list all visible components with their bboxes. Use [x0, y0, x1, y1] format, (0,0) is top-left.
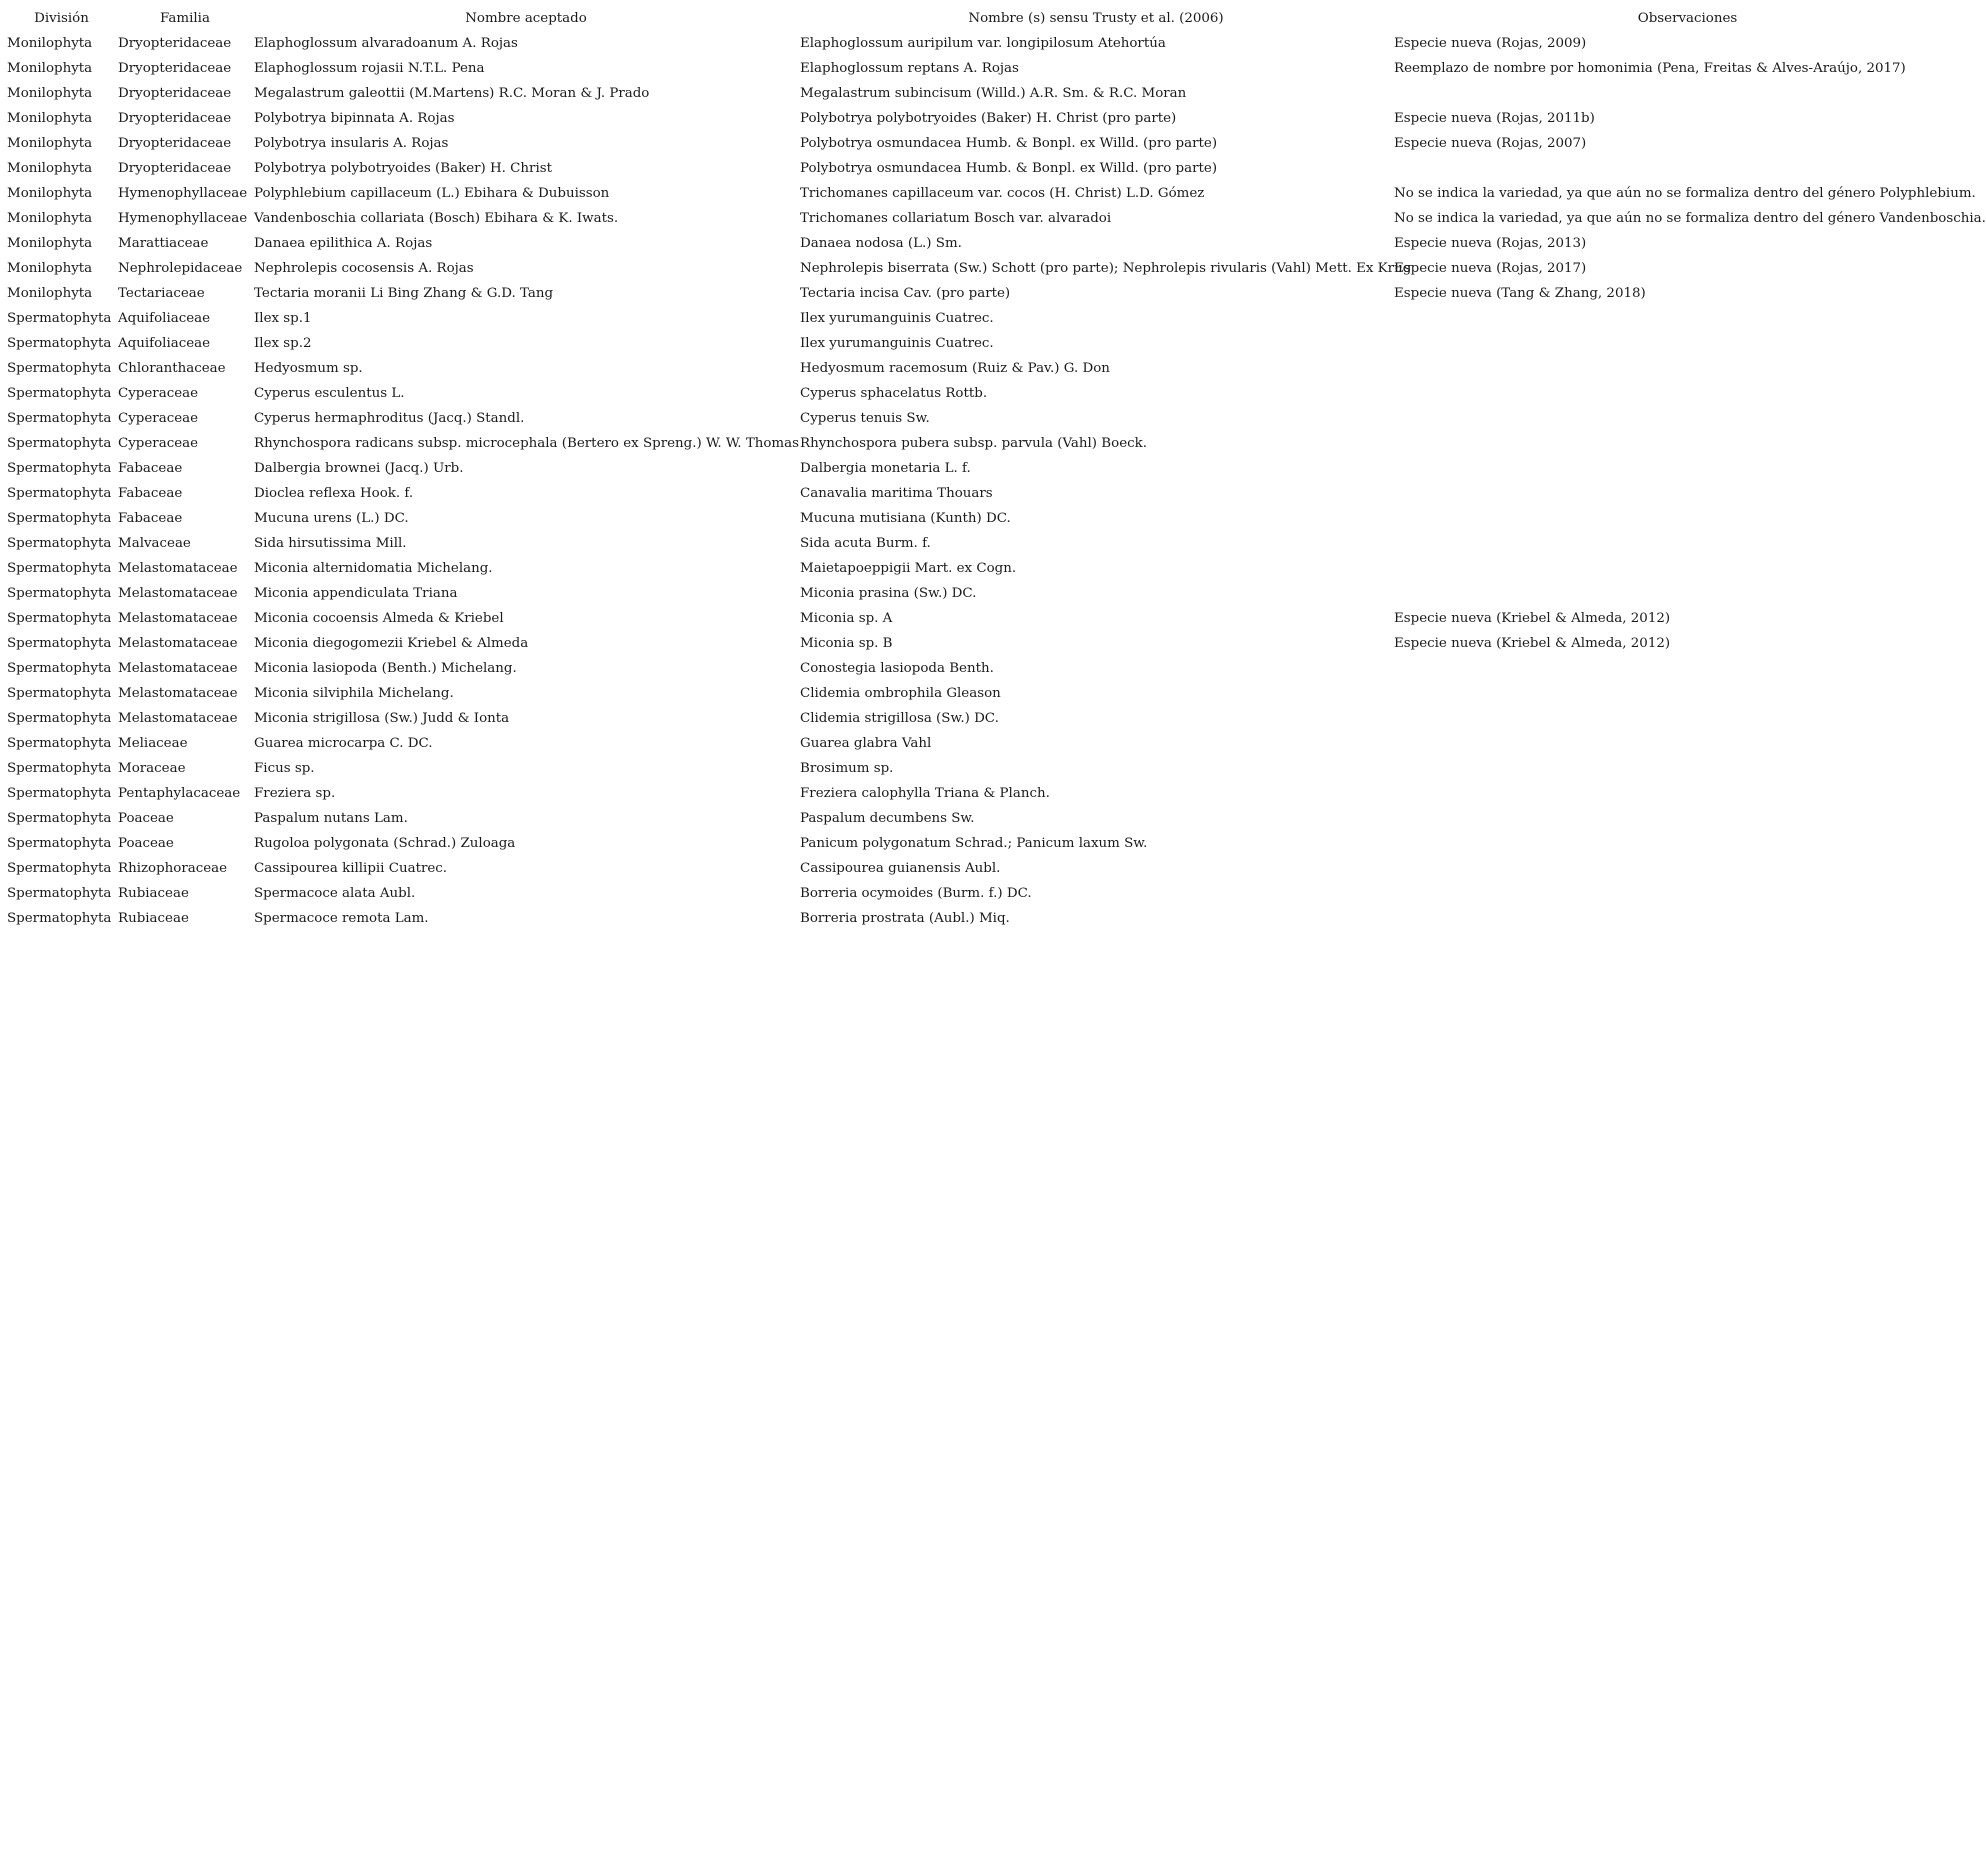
cell-nombre-sensu-trusty[interactable]: Tectaria incisa Cav. (pro parte) — [800, 286, 1011, 301]
cell-observaciones[interactable] — [1392, 681, 1981, 706]
cell-division[interactable]: Spermatophyta — [7, 661, 112, 676]
table-row — [5, 381, 1981, 406]
cell-familia[interactable]: Dryopteridaceae — [118, 136, 232, 151]
cell-familia[interactable]: Malvaceae — [118, 536, 191, 551]
cell-observaciones[interactable] — [1392, 156, 1981, 181]
table-row — [5, 806, 1981, 831]
cell-nombre-sensu-trusty[interactable]: Elaphoglossum reptans A. Rojas — [800, 61, 1019, 76]
cell-division[interactable]: Spermatophyta — [7, 611, 112, 626]
cell-familia[interactable]: Pentaphylacaceae — [118, 786, 241, 801]
cell-nombre-sensu-trusty[interactable]: Cassipourea guianensis Aubl. — [800, 861, 1001, 876]
cell-nombre-sensu-trusty[interactable]: Miconia prasina (Sw.) DC. — [800, 586, 977, 601]
cell-observaciones[interactable]: Especie nueva (Tang & Zhang, 2018) — [1394, 286, 1646, 301]
cell-division[interactable]: Spermatophyta — [7, 411, 112, 426]
cell-nombre-sensu-trusty[interactable]: Polybotrya polybotryoides (Baker) H. Christ (pro parte) — [800, 111, 1177, 126]
table-row — [5, 31, 1981, 56]
cell-nombre-aceptado[interactable]: Ilex sp.1 — [254, 311, 312, 326]
cell-division[interactable]: Monilophyta — [7, 211, 93, 226]
cell-nombre-sensu-trusty[interactable]: Elaphoglossum auripilum var. longipilosum Atehortúa — [800, 36, 1166, 51]
table-row — [5, 781, 1981, 806]
header-nombre-sensu-trusty[interactable]: Nombre (s) sensu Trusty et al. (2006) — [968, 11, 1224, 26]
cell-nombre-sensu-trusty[interactable]: Borreria ocymoides (Burm. f.) DC. — [800, 886, 1032, 901]
cell-familia[interactable]: Marattiaceae — [118, 236, 209, 251]
cell-observaciones[interactable] — [1392, 756, 1981, 781]
table-row — [5, 131, 1981, 156]
cell-nombre-aceptado[interactable]: Dalbergia brownei (Jacq.) Urb. — [254, 461, 464, 476]
cell-division[interactable]: Spermatophyta — [7, 436, 112, 451]
cell-division[interactable]: Spermatophyta — [7, 461, 112, 476]
cell-familia[interactable]: Fabaceae — [118, 486, 183, 501]
cell-nombre-sensu-trusty[interactable]: Miconia sp. A — [800, 611, 893, 626]
cell-observaciones[interactable]: Especie nueva (Rojas, 2013) — [1394, 236, 1587, 251]
cell-observaciones[interactable] — [1392, 381, 1981, 406]
cell-division[interactable]: Spermatophyta — [7, 361, 112, 376]
cell-nombre-aceptado[interactable]: Sida hirsutissima Mill. — [254, 536, 407, 551]
table-row — [5, 906, 1981, 931]
cell-familia[interactable]: Hymenophyllaceae — [118, 186, 248, 201]
cell-familia[interactable]: Dryopteridaceae — [118, 36, 232, 51]
cell-observaciones[interactable] — [1392, 731, 1981, 756]
cell-nombre-sensu-trusty[interactable]: Sida acuta Burm. f. — [800, 536, 931, 551]
cell-familia[interactable]: Fabaceae — [118, 511, 183, 526]
cell-familia[interactable]: Dryopteridaceae — [118, 86, 232, 101]
table-row — [5, 731, 1981, 756]
cell-division[interactable]: Monilophyta — [7, 136, 93, 151]
cell-division[interactable]: Spermatophyta — [7, 761, 112, 776]
cell-familia[interactable]: Nephrolepidaceae — [118, 261, 243, 276]
cell-nombre-aceptado[interactable]: Freziera sp. — [254, 786, 336, 801]
table-row — [5, 881, 1981, 906]
header-nombre-aceptado[interactable]: Nombre aceptado — [465, 11, 587, 26]
cell-nombre-aceptado[interactable]: Ilex sp.2 — [254, 336, 312, 351]
cell-nombre-sensu-trusty[interactable]: Clidemia strigillosa (Sw.) DC. — [800, 711, 999, 726]
cell-nombre-sensu-trusty[interactable]: Paspalum decumbens Sw. — [800, 811, 975, 826]
cell-observaciones[interactable] — [1392, 481, 1981, 506]
cell-familia[interactable]: Rubiaceae — [118, 911, 189, 926]
cell-observaciones[interactable] — [1392, 656, 1981, 681]
cell-nombre-sensu-trusty[interactable]: Hedyosmum racemosum (Ruiz & Pav.) G. Don — [800, 361, 1110, 376]
table-row — [5, 531, 1981, 556]
cell-familia[interactable]: Dryopteridaceae — [118, 111, 232, 126]
header-division[interactable]: División — [34, 11, 89, 26]
cell-division[interactable]: Spermatophyta — [7, 711, 112, 726]
cell-division[interactable]: Monilophyta — [7, 111, 93, 126]
cell-division[interactable]: Spermatophyta — [7, 511, 112, 526]
table-row — [5, 681, 1981, 706]
cell-nombre-sensu-trusty[interactable]: Borreria prostrata (Aubl.) Miq. — [800, 911, 1010, 926]
cell-nombre-sensu-trusty[interactable]: Ilex yurumanguinis Cuatrec. — [800, 336, 994, 351]
cell-observaciones[interactable] — [1392, 456, 1981, 481]
cell-nombre-sensu-trusty[interactable]: Cyperus sphacelatus Rottb. — [800, 386, 988, 401]
cell-familia[interactable]: Melastomataceae — [118, 636, 238, 651]
spreadsheet — [5, 6, 1986, 931]
header-observaciones[interactable]: Observaciones — [1637, 11, 1738, 26]
cell-nombre-sensu-trusty[interactable]: Megalastrum subincisum (Willd.) A.R. Sm. & R.C. Moran — [800, 86, 1187, 101]
table-row — [5, 631, 1981, 656]
cell-nombre-aceptado[interactable]: Miconia strigillosa (Sw.) Judd & Ionta — [254, 711, 510, 726]
cell-observaciones[interactable]: Especie nueva (Rojas, 2017) — [1394, 261, 1587, 276]
cell-familia[interactable]: Hymenophyllaceae — [118, 211, 248, 226]
cell-nombre-aceptado[interactable]: Danaea epilithica A. Rojas — [254, 236, 433, 251]
cell-nombre-aceptado[interactable]: Elaphoglossum alvaradoanum A. Rojas — [254, 36, 518, 51]
cell-observaciones[interactable]: Reemplazo de nombre por homonimia (Pena, Freitas & Alves-Araújo, 2017) — [1394, 61, 1906, 76]
table-row — [5, 106, 1981, 131]
cell-nombre-sensu-trusty[interactable]: Freziera calophylla Triana & Planch. — [800, 786, 1050, 801]
table-row — [5, 581, 1981, 606]
cell-familia[interactable]: Melastomataceae — [118, 686, 238, 701]
cell-observaciones[interactable]: No se indica la variedad, ya que aún no se formaliza dentro del género Vandenboschia. — [1394, 211, 1986, 226]
cell-division[interactable]: Spermatophyta — [7, 686, 112, 701]
cell-nombre-sensu-trusty[interactable]: Guarea glabra Vahl — [800, 736, 932, 751]
cell-familia[interactable]: Moraceae — [118, 761, 186, 776]
cell-division[interactable]: Monilophyta — [7, 61, 93, 76]
cell-familia[interactable]: Aquifoliaceae — [118, 311, 211, 326]
table-row — [5, 481, 1981, 506]
cell-familia[interactable]: Fabaceae — [118, 461, 183, 476]
cell-familia[interactable]: Tectariaceae — [118, 286, 205, 301]
cell-nombre-aceptado[interactable]: Rhynchospora radicans subsp. microcephala (Bertero ex Spreng.) W. W. Thomas — [254, 436, 799, 451]
cell-nombre-sensu-trusty[interactable]: Dalbergia monetaria L. f. — [800, 461, 971, 476]
cell-division[interactable]: Spermatophyta — [7, 736, 112, 751]
cell-nombre-sensu-trusty[interactable]: Ilex yurumanguinis Cuatrec. — [800, 311, 994, 326]
cell-familia[interactable]: Cyperaceae — [118, 436, 199, 451]
cell-familia[interactable]: Melastomataceae — [118, 611, 238, 626]
cell-nombre-sensu-trusty[interactable]: Trichomanes collariatum Bosch var. alvaradoi — [800, 211, 1112, 226]
table-row — [5, 331, 1981, 356]
cell-nombre-aceptado[interactable]: Miconia cocoensis Almeda & Kriebel — [254, 611, 504, 626]
header-familia[interactable]: Familia — [160, 11, 210, 26]
cell-division[interactable]: Monilophyta — [7, 261, 93, 276]
cell-division[interactable]: Spermatophyta — [7, 786, 112, 801]
cell-nombre-aceptado[interactable]: Megalastrum galeottii (M.Martens) R.C. Moran & J. Prado — [254, 86, 650, 101]
cell-nombre-sensu-trusty[interactable]: Panicum polygonatum Schrad.; Panicum laxum Sw. — [800, 836, 1148, 851]
table-row — [5, 656, 1981, 681]
cell-nombre-aceptado[interactable]: Rugoloa polygonata (Schrad.) Zuloaga — [254, 836, 516, 851]
table-body — [5, 31, 1986, 931]
table-row — [5, 56, 1981, 81]
cell-nombre-sensu-trusty[interactable]: Danaea nodosa (L.) Sm. — [800, 236, 962, 251]
cell-familia[interactable]: Cyperaceae — [118, 411, 199, 426]
cell-division[interactable]: Monilophyta — [7, 236, 93, 251]
cell-observaciones[interactable] — [1392, 881, 1981, 906]
cell-division[interactable]: Spermatophyta — [7, 336, 112, 351]
header-row — [5, 6, 1981, 31]
table-row — [5, 431, 1981, 456]
cell-division[interactable]: Spermatophyta — [7, 636, 112, 651]
cell-familia[interactable]: Aquifoliaceae — [118, 336, 211, 351]
table-row — [5, 306, 1981, 331]
cell-nombre-aceptado[interactable]: Cassipourea killipii Cuatrec. — [254, 861, 448, 876]
cell-familia[interactable]: Cyperaceae — [118, 386, 199, 401]
table-row — [5, 81, 1981, 106]
cell-division[interactable]: Spermatophyta — [7, 536, 112, 551]
cell-nombre-aceptado[interactable]: Mucuna urens (L.) DC. — [254, 511, 409, 526]
table-row — [5, 706, 1981, 731]
table-row — [5, 831, 1981, 856]
cell-nombre-aceptado[interactable]: Miconia diegogomezii Kriebel & Almeda — [254, 636, 529, 651]
cell-nombre-aceptado[interactable]: Miconia alternidomatia Michelang. — [254, 561, 493, 576]
cell-observaciones[interactable] — [1392, 531, 1981, 556]
cell-observaciones[interactable] — [1392, 356, 1981, 381]
cell-division[interactable]: Spermatophyta — [7, 911, 112, 926]
cell-familia[interactable]: Dryopteridaceae — [118, 61, 232, 76]
cell-familia[interactable]: Rubiaceae — [118, 886, 189, 901]
table-row — [5, 506, 1981, 531]
table-row — [5, 231, 1981, 256]
table-row — [5, 356, 1981, 381]
cell-observaciones[interactable]: Especie nueva (Rojas, 2007) — [1394, 136, 1587, 151]
table-row — [5, 606, 1981, 631]
cell-observaciones[interactable] — [1392, 781, 1981, 806]
cell-division[interactable]: Spermatophyta — [7, 861, 112, 876]
cell-nombre-sensu-trusty[interactable]: Cyperus tenuis Sw. — [800, 411, 930, 426]
cell-observaciones[interactable] — [1392, 506, 1981, 531]
cell-observaciones[interactable]: No se indica la variedad, ya que aún no se formaliza dentro del género Polyphlebium. — [1394, 186, 1976, 201]
cell-observaciones[interactable] — [1392, 856, 1981, 881]
cell-nombre-aceptado[interactable]: Miconia appendiculata Triana — [254, 586, 458, 601]
cell-observaciones[interactable] — [1392, 306, 1981, 331]
cell-division[interactable]: Spermatophyta — [7, 311, 112, 326]
cell-division[interactable]: Monilophyta — [7, 286, 93, 301]
table-row — [5, 281, 1981, 306]
cell-nombre-sensu-trusty[interactable]: Polybotrya osmundacea Humb. & Bonpl. ex Willd. (pro parte) — [800, 161, 1218, 176]
cell-nombre-aceptado[interactable]: Vandenboschia collariata (Bosch) Ebihara & K. Iwats. — [254, 211, 619, 226]
cell-nombre-aceptado[interactable]: Spermacoce remota Lam. — [254, 911, 429, 926]
cell-nombre-aceptado[interactable]: Paspalum nutans Lam. — [254, 811, 408, 826]
cell-observaciones[interactable] — [1392, 806, 1981, 831]
cell-nombre-sensu-trusty[interactable]: Miconia sp. B — [800, 636, 893, 651]
cell-familia[interactable]: Rhizophoraceae — [118, 861, 228, 876]
cell-nombre-sensu-trusty[interactable]: Brosimum sp. — [800, 761, 894, 776]
table-row — [5, 406, 1981, 431]
cell-observaciones[interactable] — [1392, 581, 1981, 606]
cell-nombre-sensu-trusty[interactable]: Mucuna mutisiana (Kunth) DC. — [800, 511, 1011, 526]
cell-nombre-aceptado[interactable]: Cyperus hermaphroditus (Jacq.) Standl. — [254, 411, 525, 426]
cell-nombre-sensu-trusty[interactable]: Rhynchospora pubera subsp. parvula (Vahl) Boeck. — [800, 436, 1147, 451]
cell-nombre-aceptado[interactable]: Miconia lasiopoda (Benth.) Michelang. — [254, 661, 517, 676]
cell-observaciones[interactable] — [1392, 906, 1981, 931]
cell-familia[interactable]: Melastomataceae — [118, 561, 238, 576]
table-row — [5, 256, 1981, 281]
cell-nombre-sensu-trusty[interactable]: Clidemia ombrophila Gleason — [800, 686, 1001, 701]
cell-observaciones[interactable] — [1392, 406, 1981, 431]
cell-nombre-aceptado[interactable]: Ficus sp. — [254, 761, 315, 776]
cell-observaciones[interactable] — [1392, 81, 1981, 106]
table-row — [5, 556, 1981, 581]
cell-nombre-sensu-trusty[interactable]: Trichomanes capillaceum var. cocos (H. Christ) L.D. Gómez — [800, 186, 1205, 201]
cell-observaciones[interactable] — [1392, 431, 1981, 456]
cell-division[interactable]: Monilophyta — [7, 86, 93, 101]
cell-nombre-aceptado[interactable]: Miconia silviphila Michelang. — [254, 686, 454, 701]
cell-familia[interactable]: Meliaceae — [118, 736, 188, 751]
cell-division[interactable]: Spermatophyta — [7, 886, 112, 901]
cell-observaciones[interactable]: Especie nueva (Kriebel & Almeda, 2012) — [1394, 636, 1671, 651]
cell-familia[interactable]: Dryopteridaceae — [118, 161, 232, 176]
table-row — [5, 456, 1981, 481]
table-row — [5, 756, 1981, 781]
cell-nombre-aceptado[interactable]: Cyperus esculentus L. — [254, 386, 405, 401]
cell-nombre-aceptado[interactable]: Elaphoglossum rojasii N.T.L. Pena — [254, 61, 485, 76]
cell-nombre-aceptado[interactable]: Hedyosmum sp. — [254, 361, 363, 376]
cell-familia[interactable]: Chloranthaceae — [118, 361, 226, 376]
cell-division[interactable]: Monilophyta — [7, 161, 93, 176]
cell-observaciones[interactable] — [1392, 706, 1981, 731]
cell-division[interactable]: Spermatophyta — [7, 386, 112, 401]
cell-nombre-sensu-trusty[interactable]: Canavalia maritima Thouars — [800, 486, 993, 501]
cell-division[interactable]: Spermatophyta — [7, 586, 112, 601]
cell-division[interactable]: Monilophyta — [7, 186, 93, 201]
cell-nombre-aceptado[interactable]: Nephrolepis cocosensis A. Rojas — [254, 261, 474, 276]
cell-nombre-aceptado[interactable]: Spermacoce alata Aubl. — [254, 886, 416, 901]
cell-division[interactable]: Spermatophyta — [7, 486, 112, 501]
cell-familia[interactable]: Poaceae — [118, 811, 174, 826]
cell-observaciones[interactable]: Especie nueva (Kriebel & Almeda, 2012) — [1394, 611, 1671, 626]
cell-nombre-aceptado[interactable]: Polyphlebium capillaceum (L.) Ebihara & Dubuisson — [254, 186, 610, 201]
species-table — [5, 6, 1986, 931]
cell-division[interactable]: Monilophyta — [7, 36, 93, 51]
table-row — [5, 181, 1981, 206]
cell-observaciones[interactable]: Especie nueva (Rojas, 2011b) — [1394, 111, 1595, 126]
cell-nombre-sensu-trusty[interactable]: Maietapoeppigii Mart. ex Cogn. — [800, 561, 1017, 576]
table-row — [5, 856, 1981, 881]
cell-division[interactable]: Spermatophyta — [7, 836, 112, 851]
cell-division[interactable]: Spermatophyta — [7, 561, 112, 576]
cell-nombre-sensu-trusty[interactable]: Conostegia lasiopoda Benth. — [800, 661, 994, 676]
table-row — [5, 156, 1981, 181]
cell-nombre-aceptado[interactable]: Guarea microcarpa C. DC. — [254, 736, 433, 751]
cell-nombre-aceptado[interactable]: Tectaria moranii Li Bing Zhang & G.D. Tang — [254, 286, 554, 301]
cell-familia[interactable]: Poaceae — [118, 836, 174, 851]
cell-nombre-aceptado[interactable]: Polybotrya polybotryoides (Baker) H. Christ — [254, 161, 552, 176]
cell-familia[interactable]: Melastomataceae — [118, 586, 238, 601]
cell-nombre-aceptado[interactable]: Polybotrya bipinnata A. Rojas — [254, 111, 455, 126]
table-row — [5, 206, 1981, 231]
cell-nombre-aceptado[interactable]: Polybotrya insularis A. Rojas — [254, 136, 449, 151]
cell-division[interactable]: Spermatophyta — [7, 811, 112, 826]
cell-nombre-sensu-trusty[interactable]: Polybotrya osmundacea Humb. & Bonpl. ex Willd. (pro parte) — [800, 136, 1218, 151]
cell-observaciones[interactable] — [1392, 831, 1981, 856]
cell-observaciones[interactable] — [1392, 331, 1981, 356]
cell-familia[interactable]: Melastomataceae — [118, 661, 238, 676]
cell-nombre-aceptado[interactable]: Dioclea reflexa Hook. f. — [254, 486, 414, 501]
cell-observaciones[interactable] — [1392, 556, 1981, 581]
cell-nombre-sensu-trusty[interactable]: Nephrolepis biserrata (Sw.) Schott (pro parte); Nephrolepis rivularis (Vahl) Mett. Ex Krug — [800, 261, 1412, 276]
cell-observaciones[interactable]: Especie nueva (Rojas, 2009) — [1394, 36, 1587, 51]
cell-familia[interactable]: Melastomataceae — [118, 711, 238, 726]
